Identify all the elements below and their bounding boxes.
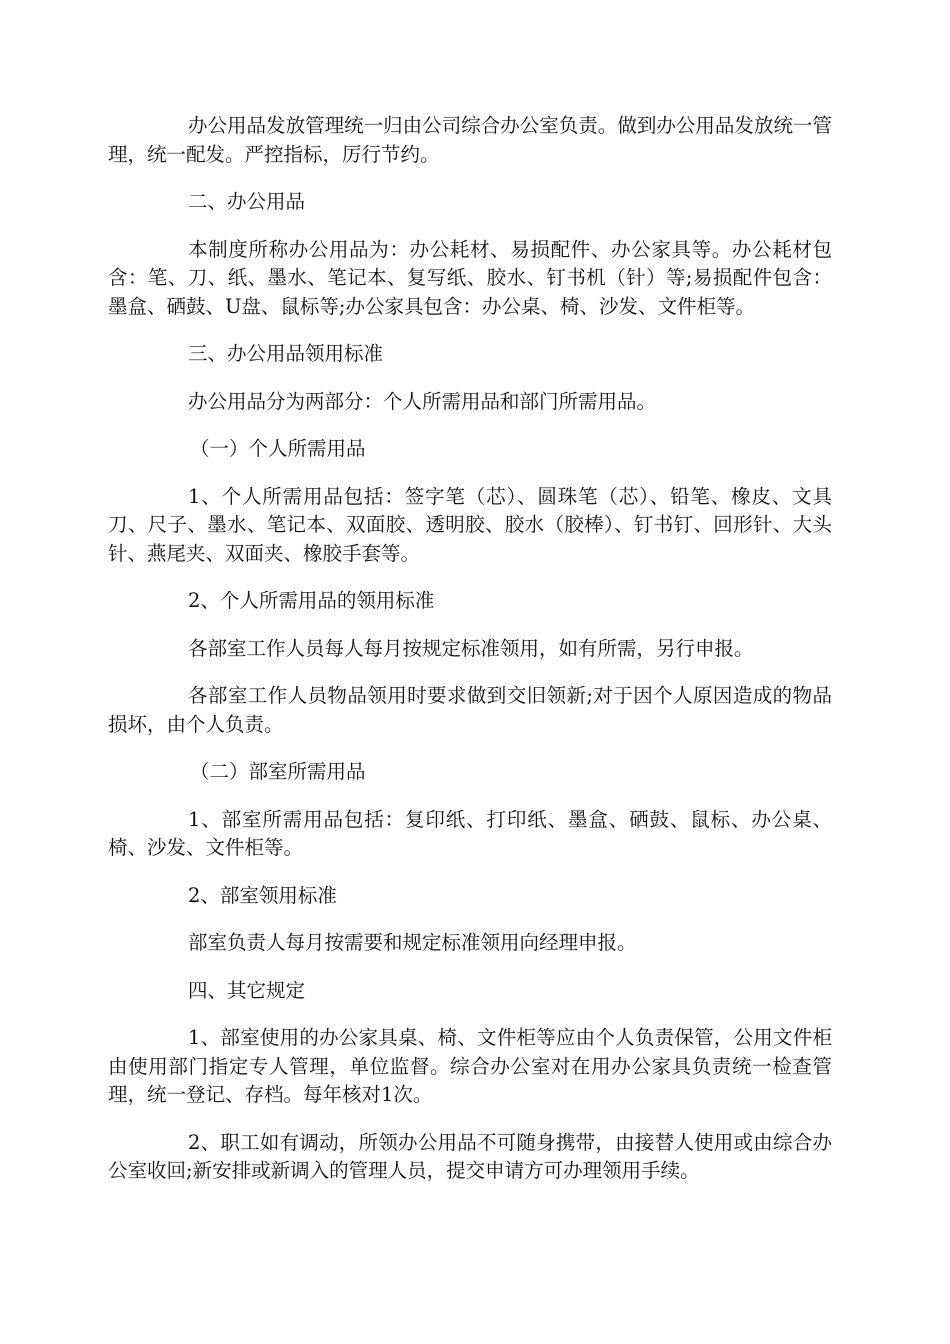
paragraph-department-supplies-list: 1、部室所需用品包括：复印纸、打印纸、墨盒、硒鼓、鼠标、办公桌、椅、沙发、文件柜等。 <box>108 807 832 859</box>
paragraph-personal-supplies-list: 1、个人所需用品包括：签字笔（芯）、圆珠笔（芯）、铅笔、橡皮、文具刀、尺子、墨水、笔记本、双面胶、透明胶、胶水（胶棒）、钉书钉、回形针、大头针、燕尾夹、双面夹、橡胶手套等。 <box>108 484 832 565</box>
paragraph-department-request: 部室负责人每月按需要和规定标准领用向经理申报。 <box>188 931 637 954</box>
paragraph-exchange-old-for-new: 各部室工作人员物品领用时要求做到交旧领新;对于因个人原因造成的物品损坏，由个人负责。 <box>108 684 832 736</box>
subheading-department-supplies: （二）部室所需用品 <box>190 760 366 783</box>
paragraph-monthly-usage: 各部室工作人员每人每月按规定标准领用，如有所需，另行申报。 <box>188 636 754 660</box>
subheading-personal-standard: 2、个人所需用品的领用标准 <box>188 589 435 612</box>
heading-usage-standards: 三、办公用品领用标准 <box>188 342 384 365</box>
paragraph-staff-transfer: 2、职工如有调动，所领办公用品不可随身携带，由接替人使用或由综合办公室收回;新安排或新调入的管理人员，提交申请方可办理领用手续。 <box>108 1130 832 1182</box>
paragraph-office-supplies-management: 办公用品发放管理统一归由公司综合办公室负责。做到办公用品发放统一管理，统一配发。严控指标，厉行节约。 <box>108 114 832 166</box>
heading-office-supplies: 二、办公用品 <box>188 190 306 213</box>
paragraph-furniture-custody: 1、部室使用的办公家具桌、椅、文件柜等应由个人负责保管，公用文件柜由使用部门指定专人管理，单位监督。综合办公室对在用办公家具负责统一检查管理，统一登记、存档。每年核对1次。 <box>108 1026 832 1106</box>
paragraph-office-supplies-definition: 本制度所称办公用品为：办公耗材、易损配件、办公家具等。办公耗材包含：笔、刀、纸、墨水、笔记本、复写纸、胶水、钉书机（针）等;易损配件包含：墨盒、硒鼓、U盘、鼠标等;办公家具包含：办公桌、椅、沙发、文件柜等。 <box>108 237 832 318</box>
subheading-department-standard: 2、部室领用标准 <box>188 883 337 907</box>
document-body <box>108 112 832 1205</box>
heading-other-rules: 四、其它规定 <box>188 978 306 1002</box>
paragraph-two-parts: 办公用品分为两部分：个人所需用品和部门所需用品。 <box>188 389 657 413</box>
subheading-personal-supplies: （一）个人所需用品 <box>190 437 366 460</box>
